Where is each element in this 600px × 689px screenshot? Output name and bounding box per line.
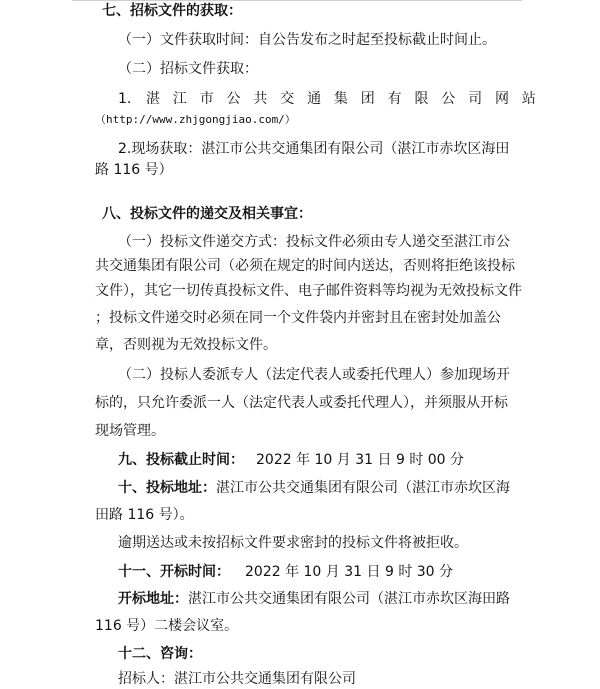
spaced-char: 公 <box>441 91 456 107</box>
section-8-item-1-line1: （一）投标文件递交方式：投标文件必须由专人递交至湛江市公 <box>118 234 510 250</box>
spaced-char: 司 <box>468 91 483 107</box>
section-7-item-2-2-line1: 2.现场获取：湛江市公共交通集团有限公司（湛江市赤坎区海田 <box>118 141 510 157</box>
section-8-item-2-line3: 现场管理。 <box>95 423 165 439</box>
spaced-char: 湛 <box>146 91 160 107</box>
section-7-item-2: （二）招标文件获取： <box>118 61 258 77</box>
section-7-item-2-2-line2: 路 116 号） <box>95 162 173 178</box>
spaced-char: 有 <box>387 91 402 107</box>
late-submission-note: 逾期送达或未按招标文件要求密封的投标文件将被拒收。 <box>118 535 468 551</box>
opening-address-line2: 116 号）二楼会议室。 <box>95 618 239 634</box>
section-7-item-1: （一）文件获取时间：自公告发布之时起至投标截止时间止。 <box>118 32 496 48</box>
spaced-char: 交 <box>280 91 295 107</box>
section-11-heading: 十一、开标时间： <box>118 564 230 580</box>
opening-time-value: 2022 年 10 月 31 日 9 时 30 分 <box>245 564 454 580</box>
section-9-heading: 九、投标截止时间： <box>118 452 244 468</box>
section-12-heading: 十二、咨询： <box>118 646 202 662</box>
bid-address-line2: 田路 116 号）。 <box>95 507 194 523</box>
opening-address-line1: 湛江市公共交通集团有限公司（湛江市赤坎区海田路 <box>188 591 510 607</box>
spaced-char: 公 <box>226 91 241 107</box>
spaced-char: 限 <box>414 91 429 107</box>
spaced-char: 网 <box>494 91 509 107</box>
opening-address-label: 开标地址： <box>118 591 188 607</box>
spaced-char: 通 <box>307 91 322 107</box>
spaced-char: 市 <box>199 91 214 107</box>
bid-address-line1: 湛江市公共交通集团有限公司（湛江市赤坎区海 <box>216 480 510 496</box>
section-8-item-2-line1: （二）投标人委派专人（法定代表人或委托代理人）参加现场开 <box>118 367 510 383</box>
spaced-char: 站 <box>521 91 536 107</box>
spaced-char: 江 <box>172 91 187 107</box>
section-10-heading: 十、投标地址： <box>118 480 216 496</box>
section-8-item-2-line2: 标的，只允许委派一人（法定代表人或委托代理人），并须服从开标 <box>95 395 508 411</box>
section-8-heading: 八、投标文件的递交及相关事宜： <box>102 206 312 222</box>
section-7-item-2-1-num: 1. <box>118 91 132 107</box>
spaced-char: 团 <box>360 91 375 107</box>
section-8-item-1-line5: 章，否则视为无效投标文件。 <box>95 337 277 353</box>
section-8-item-1-line2: 共交通集团有限公司（必须在规定的时间内送达，否则将拒绝该投标 <box>95 258 515 274</box>
spaced-char: 共 <box>253 91 268 107</box>
section-8-item-1-line3: 文件），其它一切传真投标文件、电子邮件资料等均视为无效投标文件 <box>95 283 522 299</box>
tenderer-line: 招标人：湛江市公共交通集团有限公司 <box>118 671 356 687</box>
website-url: （http://www.zhjgongjiao.com/） <box>95 113 296 126</box>
section-7-item-2-1-spaced-text <box>146 89 536 109</box>
section-8-item-1-line4: ；投标文件递交时必须在同一个文件袋内并密封且在密封处加盖公 <box>95 310 501 326</box>
bid-deadline-value: 2022 年 10 月 31 日 9 时 00 分 <box>256 452 465 468</box>
spaced-char: 集 <box>333 91 348 107</box>
section-7-heading: 七、招标文件的获取： <box>102 3 242 19</box>
